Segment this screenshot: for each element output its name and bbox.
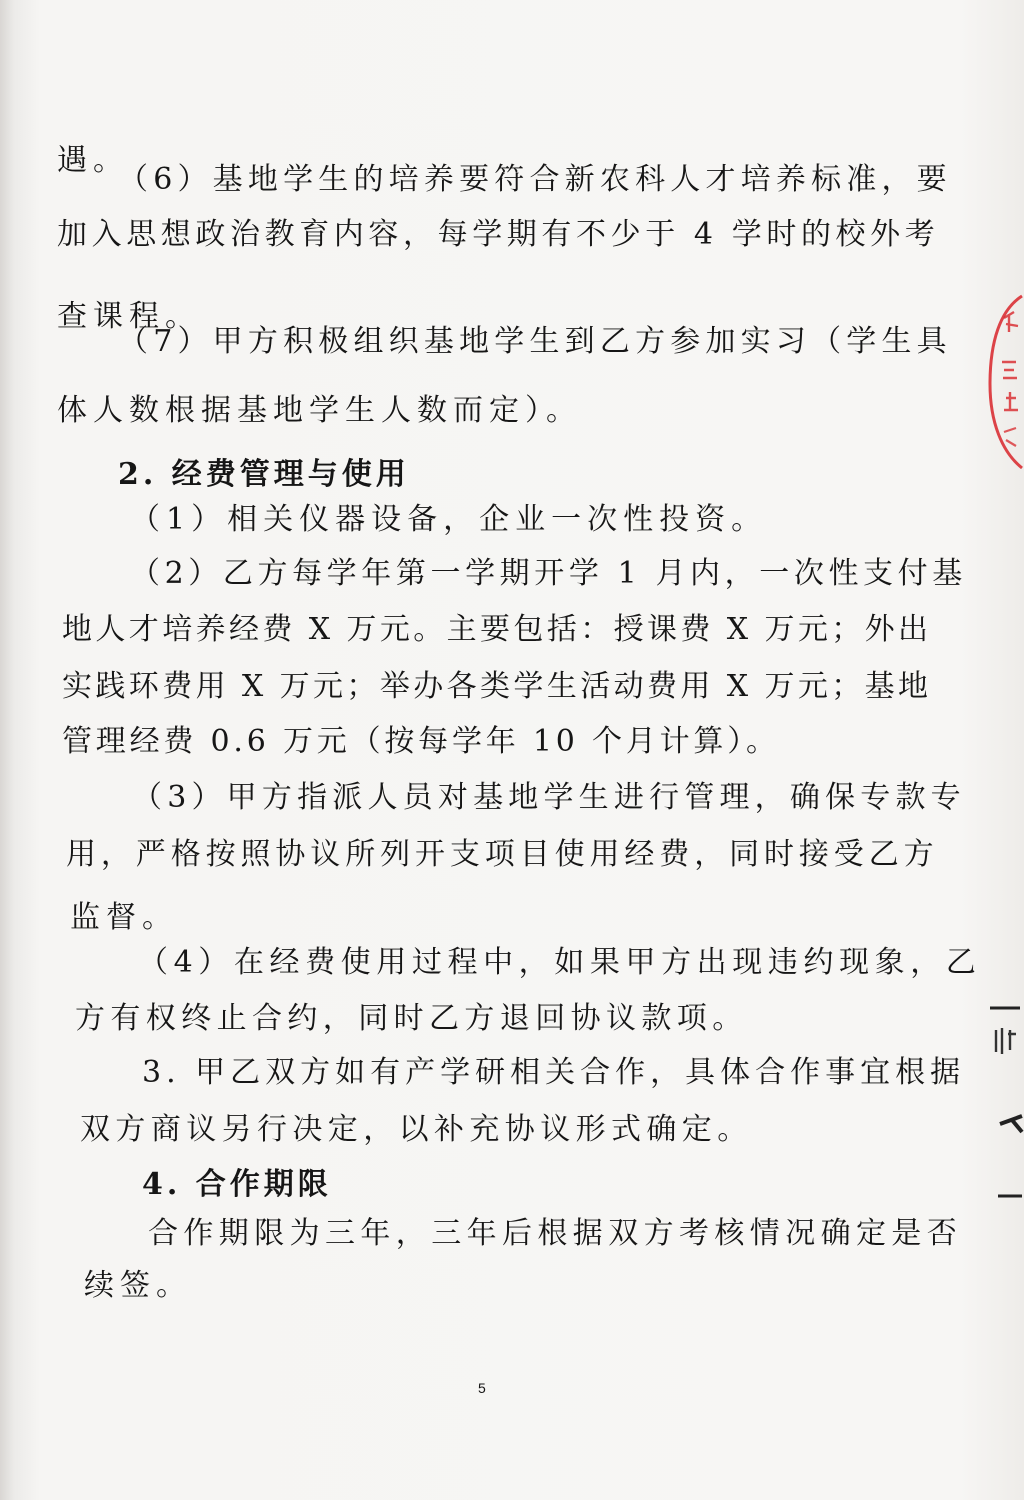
text-line: （6）基地学生的培养要符合新农科人才培养标准，要 xyxy=(118,162,952,197)
text-line: 方有权终止合约，同时乙方退回协议款项。 xyxy=(75,1001,748,1036)
text-line: 合作期限为三年，三年后根据双方考核情况确定是否 xyxy=(148,1216,963,1251)
binding-edge-marks xyxy=(986,1000,1024,1210)
text-line: 遇。 xyxy=(57,143,129,178)
text-line: 管理经费 0.6 万元（按每学年 10 个月计算）。 xyxy=(62,724,780,759)
seal-stamp-fragment xyxy=(982,292,1024,472)
section-heading: 4. 合作期限 xyxy=(142,1167,332,1202)
text-line: （2）乙方每学年第一学期开学 1 月内，一次性支付基 xyxy=(130,556,967,591)
text-line: 双方商议另行决定，以补充协议形式确定。 xyxy=(80,1112,753,1147)
text-line: 加入思想政治教育内容，每学期有不少于 4 学时的校外考 xyxy=(57,217,940,252)
text-line: 体人数根据基地学生人数而定）。 xyxy=(57,393,582,428)
text-line: （1）相关仪器设备，企业一次性投资。 xyxy=(130,502,768,537)
text-line: （4）在经费使用过程中，如果甲方出现违约现象，乙 xyxy=(138,945,982,980)
page-number: 5 xyxy=(478,1380,486,1396)
text-line: 监督。 xyxy=(70,900,178,935)
text-line: 用，严格按照协议所列开支项目使用经费，同时接受乙方 xyxy=(66,837,939,872)
text-line: （3）甲方指派人员对基地学生进行管理，确保专款专 xyxy=(132,780,966,815)
text-line: 地人才培养经费 X 万元。主要包括：授课费 X 万元；外出 xyxy=(62,612,932,647)
text-line: 3. 甲乙双方如有产学研相关合作，具体合作事宜根据 xyxy=(142,1055,966,1090)
text-line: （7）甲方积极组织基地学生到乙方参加实习（学生具 xyxy=(118,324,952,359)
text-line: 实践环费用 X 万元；举办各类学生活动费用 X 万元；基地 xyxy=(62,669,932,704)
section-heading: 2. 经费管理与使用 xyxy=(118,457,410,492)
text-line: 查课程。 xyxy=(57,299,201,334)
text-line: 续签。 xyxy=(84,1268,192,1303)
